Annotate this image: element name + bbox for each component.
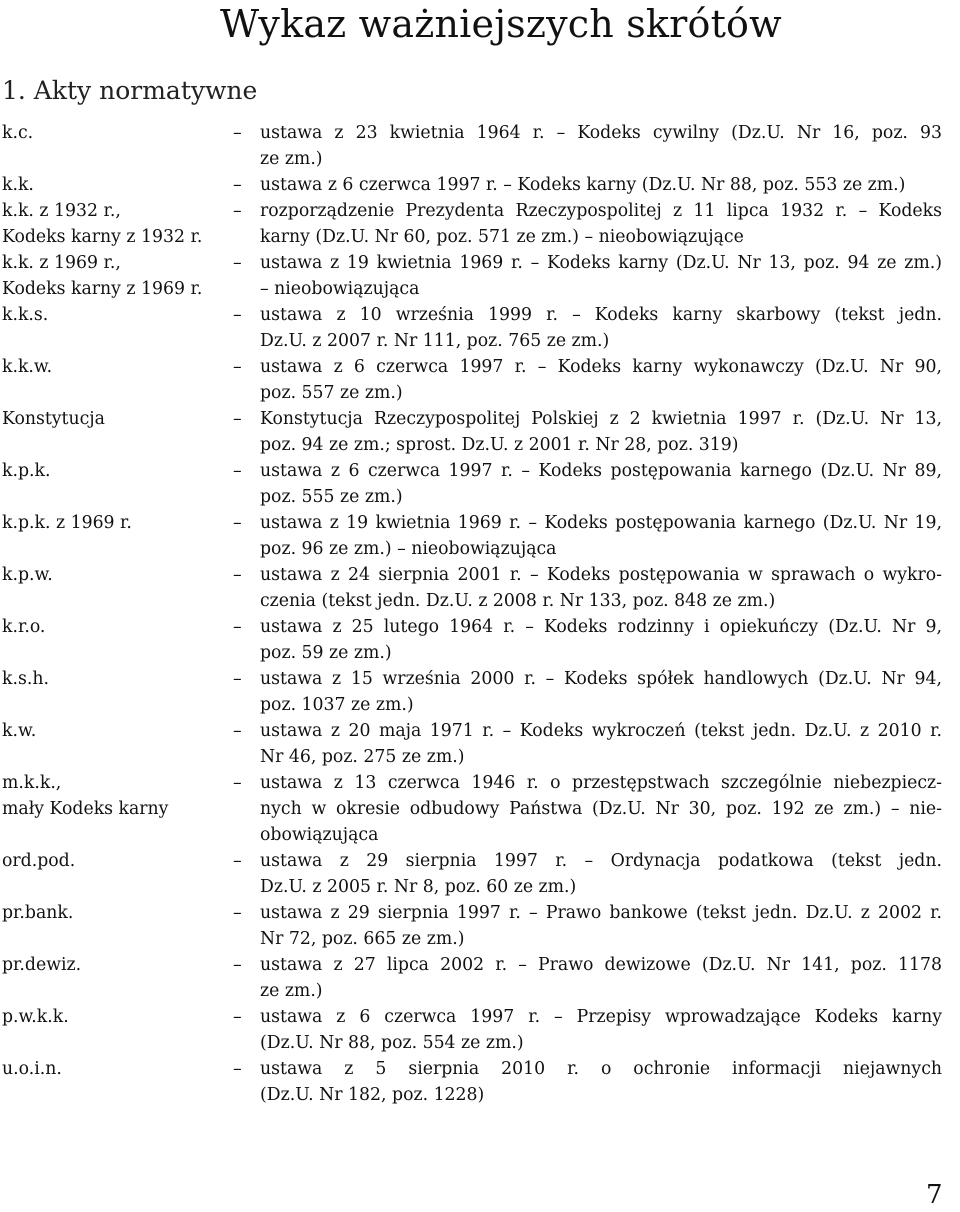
definition-line: poz. 94 ze zm.; sprost. Dz.U. z 2001 r. Nr 28, poz. 319)	[260, 435, 739, 455]
definition-line: – nieobowiązująca	[260, 279, 420, 299]
definition-line: rozporządzenie Prezydenta Rzeczypospolitej z 11 lipca 1932 r. – Kodeks	[260, 201, 942, 221]
definition-line: ustawa z 20 maja 1971 r. – Kodeks wykroczeń (tekst jedn. Dz.U. z 2010 r.	[260, 721, 942, 741]
definition-line: ustawa z 29 sierpnia 1997 r. – Ordynacja podatkowa (tekst jedn.	[260, 851, 942, 871]
definition-line: (Dz.U. Nr 88, poz. 554 ze zm.)	[260, 1033, 524, 1053]
section-heading: 1. Akty normatywne	[2, 76, 258, 105]
abbreviation-entry	[0, 172, 960, 198]
abbreviation-entry	[0, 614, 960, 666]
definition-line: ustawa z 15 września 2000 r. – Kodeks spółek handlowych (Dz.U. Nr 94,	[260, 669, 942, 689]
definition-line: poz. 96 ze zm.) – nieobowiązująca	[260, 539, 557, 559]
definition-line: poz. 59 ze zm.)	[260, 643, 392, 663]
entry-dash: –	[233, 955, 242, 975]
entry-dash: –	[233, 565, 242, 585]
abbreviation-entry	[0, 952, 960, 1004]
abbreviation-definition	[260, 250, 942, 302]
entry-dash: –	[233, 123, 242, 143]
definition-line: ustawa z 6 czerwca 1997 r. – Kodeks postępowania karnego (Dz.U. Nr 89,	[260, 461, 942, 481]
abbreviation-definition	[260, 1056, 942, 1108]
abbreviation-entry	[0, 718, 960, 770]
abbreviation-term: k.r.o.	[2, 617, 46, 637]
definition-line: poz. 1037 ze zm.)	[260, 695, 414, 715]
abbreviation-term: k.c.	[2, 123, 34, 143]
entry-dash: –	[233, 461, 242, 481]
abbreviation-definition	[260, 952, 942, 1004]
abbreviation-term: pr.bank.	[2, 903, 74, 923]
abbreviation-definition	[260, 458, 942, 510]
definition-line: ze zm.)	[260, 149, 323, 169]
abbreviation-term: k.k.w.	[2, 357, 53, 377]
definition-line: ustawa z 27 lipca 2002 r. – Prawo dewizowe (Dz.U. Nr 141, poz. 1178	[260, 955, 942, 975]
definition-line: ustawa z 19 kwietnia 1969 r. – Kodeks karny (Dz.U. Nr 13, poz. 94 ze zm.)	[260, 253, 942, 273]
abbreviation-entry	[0, 900, 960, 952]
entry-dash: –	[233, 1059, 242, 1079]
entry-dash: –	[233, 1007, 242, 1027]
page-number: 7	[926, 1180, 943, 1210]
abbreviation-definition	[260, 614, 942, 666]
entry-dash: –	[233, 773, 242, 793]
entry-dash: –	[233, 201, 242, 221]
definition-line: Dz.U. z 2005 r. Nr 8, poz. 60 ze zm.)	[260, 877, 577, 897]
abbreviation-definition	[260, 510, 942, 562]
abbreviation-entry	[0, 120, 960, 172]
abbreviation-term: k.k. z 1932 r., Kodeks karny z 1932 r.	[2, 201, 203, 247]
entry-dash: –	[233, 409, 242, 429]
abbreviation-entry	[0, 302, 960, 354]
abbreviation-entry	[0, 848, 960, 900]
definition-line: ustawa z 10 września 1999 r. – Kodeks karny skarbowy (tekst jedn.	[260, 305, 942, 325]
entry-dash: –	[233, 253, 242, 273]
abbreviation-definition	[260, 198, 942, 250]
entry-dash: –	[233, 305, 242, 325]
entry-dash: –	[233, 851, 242, 871]
definition-line: nych w okresie odbudowy Państwa (Dz.U. Nr 30, poz. 192 ze zm.) – nie-	[260, 799, 942, 819]
abbreviation-definition	[260, 1004, 942, 1056]
entry-dash: –	[233, 903, 242, 923]
definition-line: ustawa z 6 czerwca 1997 r. – Kodeks karny wykonawczy (Dz.U. Nr 90,	[260, 357, 942, 377]
definition-line: poz. 557 ze zm.)	[260, 383, 403, 403]
definition-line: ustawa z 19 kwietnia 1969 r. – Kodeks postępowania karnego (Dz.U. Nr 19,	[260, 513, 942, 533]
definition-line: poz. 555 ze zm.)	[260, 487, 403, 507]
definition-line: Nr 72, poz. 665 ze zm.)	[260, 929, 465, 949]
definition-line: Dz.U. z 2007 r. Nr 111, poz. 765 ze zm.)	[260, 331, 610, 351]
definition-line: ustawa z 29 sierpnia 1997 r. – Prawo bankowe (tekst jedn. Dz.U. z 2002 r.	[260, 903, 942, 923]
abbreviation-definition	[260, 900, 942, 952]
definition-line: ustawa z 25 lutego 1964 r. – Kodeks rodzinny i opiekuńczy (Dz.U. Nr 9,	[260, 617, 942, 637]
abbreviation-entry	[0, 198, 960, 250]
entry-dash: –	[233, 721, 242, 741]
abbreviation-entry	[0, 1004, 960, 1056]
abbreviation-entry	[0, 1056, 960, 1108]
entry-dash: –	[233, 617, 242, 637]
abbreviation-term: k.p.w.	[2, 565, 53, 585]
abbreviation-entry	[0, 354, 960, 406]
abbreviation-term: p.w.k.k.	[2, 1007, 69, 1027]
abbreviation-term: m.k.k., mały Kodeks karny	[2, 773, 169, 819]
definition-line: Konstytucja Rzeczypospolitej Polskiej z 2 kwietnia 1997 r. (Dz.U. Nr 13,	[260, 409, 942, 429]
definition-line: ustawa z 24 sierpnia 2001 r. – Kodeks postępowania w sprawach o wykro-	[260, 565, 942, 585]
definition-line: karny (Dz.U. Nr 60, poz. 571 ze zm.) – nieobowiązujące	[260, 227, 744, 247]
abbreviation-entry	[0, 250, 960, 302]
definition-line: Nr 46, poz. 275 ze zm.)	[260, 747, 465, 767]
abbreviation-entry	[0, 510, 960, 562]
abbreviation-entry	[0, 770, 960, 848]
abbreviation-definition	[260, 302, 942, 354]
abbreviation-entry	[0, 666, 960, 718]
abbreviation-term: k.k. z 1969 r., Kodeks karny z 1969 r.	[2, 253, 203, 299]
abbreviation-definition	[260, 770, 942, 848]
abbreviation-term: pr.dewiz.	[2, 955, 82, 975]
entry-dash: –	[233, 357, 242, 377]
entry-dash: –	[233, 669, 242, 689]
abbreviation-term: k.w.	[2, 721, 37, 741]
abbreviation-term: u.o.i.n.	[2, 1059, 62, 1079]
abbreviation-term: ord.pod.	[2, 851, 76, 871]
abbreviation-definition	[260, 406, 942, 458]
definition-line: czenia (tekst jedn. Dz.U. z 2008 r. Nr 133, poz. 848 ze zm.)	[260, 591, 776, 611]
definition-line: ustawa z 5 sierpnia 2010 r. o ochronie informacji niejawnych	[260, 1059, 942, 1079]
abbreviation-term: k.k.	[2, 175, 34, 195]
abbreviation-definition	[260, 354, 942, 406]
abbreviation-entry	[0, 406, 960, 458]
abbreviation-term: k.p.k. z 1969 r.	[2, 513, 132, 533]
definition-line: ze zm.)	[260, 981, 323, 1001]
abbreviation-entry	[0, 458, 960, 510]
abbreviation-definition	[260, 718, 942, 770]
abbreviation-definition	[260, 172, 942, 198]
abbreviation-definition	[260, 666, 942, 718]
abbreviation-definition	[260, 848, 942, 900]
entry-dash: –	[233, 513, 242, 533]
abbreviation-term: Konstytucja	[2, 409, 105, 429]
entry-dash: –	[233, 175, 242, 195]
definition-line: (Dz.U. Nr 182, poz. 1228)	[260, 1085, 485, 1105]
abbreviation-list	[0, 120, 960, 1108]
definition-line: ustawa z 6 czerwca 1997 r. – Kodeks karny (Dz.U. Nr 88, poz. 553 ze zm.)	[260, 175, 906, 195]
definition-line: obowiązująca	[260, 825, 379, 845]
page-title: Wykaz ważniejszych skrótów	[220, 2, 782, 46]
abbreviation-definition	[260, 562, 942, 614]
definition-line: ustawa z 23 kwietnia 1964 r. – Kodeks cywilny (Dz.U. Nr 16, poz. 93	[260, 123, 942, 143]
abbreviation-definition	[260, 120, 942, 172]
abbreviation-term: k.s.h.	[2, 669, 49, 689]
definition-line: ustawa z 13 czerwca 1946 r. o przestępstwach szczególnie niebezpiecz-	[260, 773, 942, 793]
abbreviation-term: k.k.s.	[2, 305, 49, 325]
abbreviation-term: k.p.k.	[2, 461, 51, 481]
abbreviation-entry	[0, 562, 960, 614]
definition-line: ustawa z 6 czerwca 1997 r. – Przepisy wprowadzające Kodeks karny	[260, 1007, 942, 1027]
